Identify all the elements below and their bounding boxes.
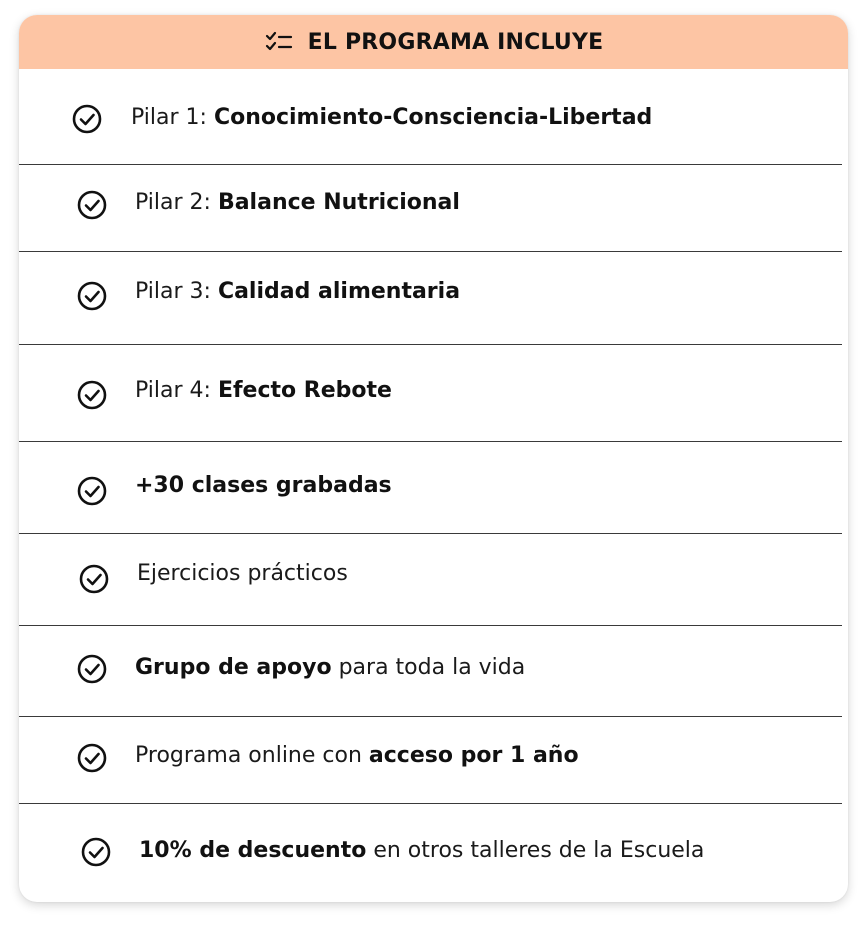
list-item-text: +30 clases grabadas [135, 473, 392, 498]
list-item [19, 345, 842, 442]
list-item [19, 69, 842, 165]
check-circle-icon [76, 475, 108, 507]
list-item-text: Programa online con acceso por 1 año [135, 743, 579, 768]
check-circle-icon [76, 653, 108, 685]
list-item [19, 717, 842, 804]
list-item [19, 804, 842, 902]
list-item-text: Pilar 2: Balance Nutricional [135, 190, 460, 215]
list-item [19, 626, 842, 717]
list-item-text: Ejercicios prácticos [137, 561, 348, 586]
list-item [19, 534, 842, 626]
list-item-text: 10% de descuento en otros talleres de la Escuela [139, 838, 705, 863]
check-circle-icon [78, 563, 110, 595]
check-circle-icon [80, 836, 112, 868]
check-circle-icon [76, 379, 108, 411]
card-header [19, 15, 848, 69]
list-item-text: Pilar 1: Conocimiento-Consciencia-Libertad [131, 105, 653, 130]
check-circle-icon [76, 280, 108, 312]
list-item-text: Pilar 3: Calidad alimentaria [135, 279, 461, 304]
list-item [19, 442, 842, 534]
check-circle-icon [76, 189, 108, 221]
checklist-icon [264, 30, 294, 54]
check-circle-icon [76, 742, 108, 774]
list-item-text: Pilar 4: Efecto Rebote [135, 378, 392, 403]
list-item [19, 165, 842, 252]
card-title: EL PROGRAMA INCLUYE [307, 29, 604, 55]
program-includes-card [19, 15, 848, 902]
list-item-text: Grupo de apoyo para toda la vida [135, 655, 526, 680]
check-circle-icon [71, 103, 103, 135]
list-item [19, 252, 842, 345]
